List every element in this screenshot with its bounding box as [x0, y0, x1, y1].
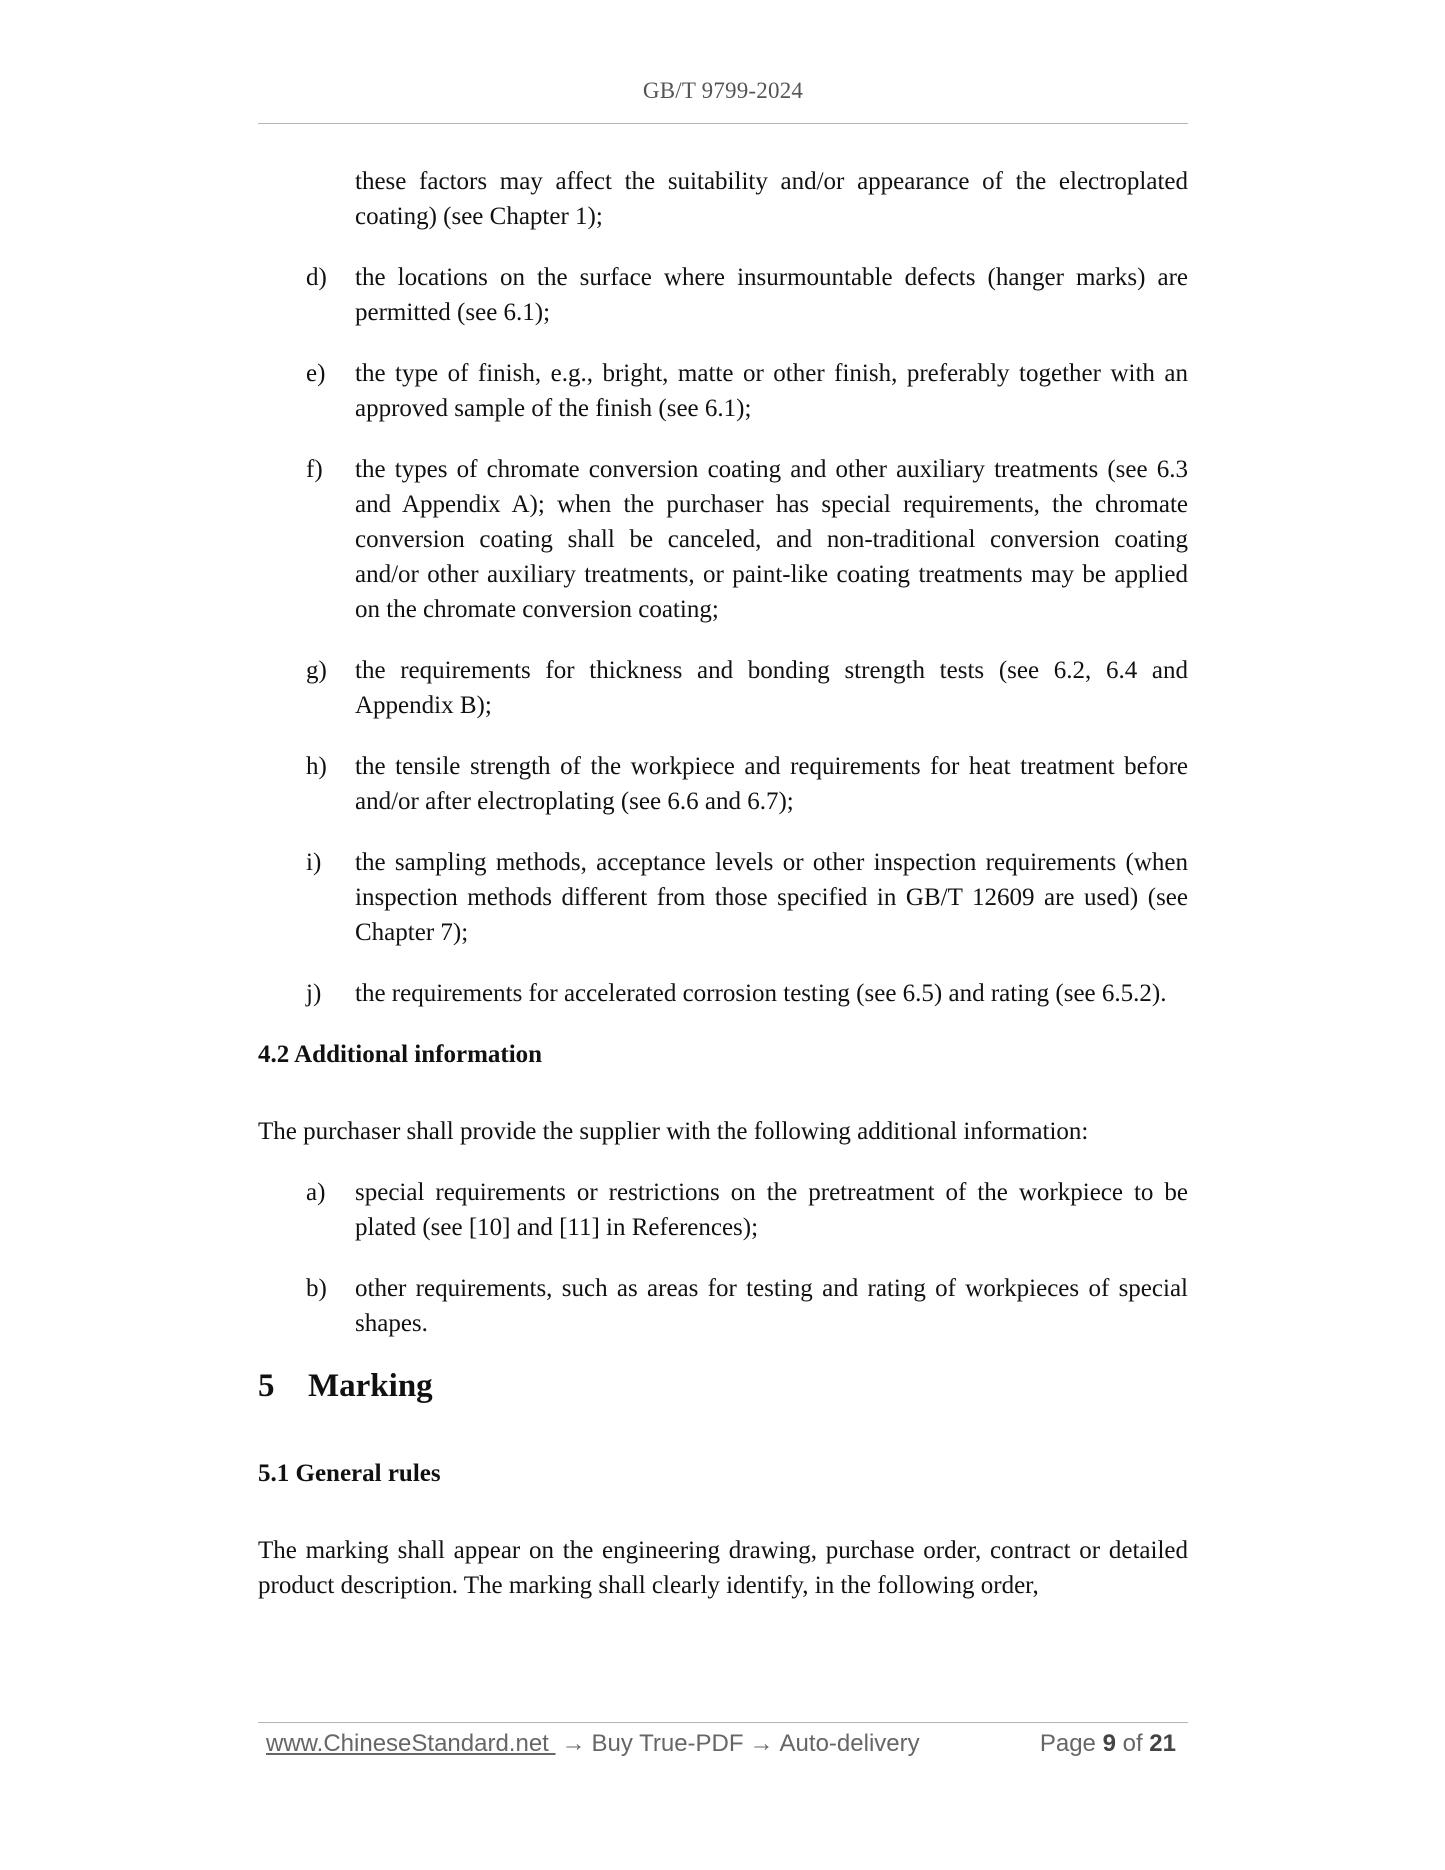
list-marker: a) — [306, 1179, 326, 1206]
footer-page-indicator — [1040, 1730, 1176, 1758]
list-item-text: these factors may affect the suitability and/or appearance of the electroplated coating) (see Chapter 1); — [355, 168, 1188, 230]
list-item-text: the requirements for accelerated corrosion testing (see 6.5) and rating (see 6.5.2). — [355, 980, 1167, 1007]
list-item — [258, 749, 1188, 819]
list-marker: d) — [306, 264, 327, 291]
section-heading-4-2: 4.2 Additional information — [258, 1041, 543, 1068]
page-total: 21 — [1149, 1730, 1176, 1757]
list-item — [258, 356, 1188, 426]
list-item-text: the tensile strength of the workpiece and requirements for heat treatment before and/or after electroplating (see 6.6 and 6.7); — [355, 753, 1188, 815]
list-item — [258, 653, 1188, 723]
footer-left — [266, 1730, 920, 1758]
list-item — [258, 452, 1188, 627]
list-item-text: the types of chromate conversion coating and other auxiliary treatments (see 6.3 and Appendix A); when the purchaser has special requirements, the chromate conversion coating shall be canceled, and non-traditional conversion coating and/or other auxiliary treatments, or paint-like coating treatments may be applied on the chromate conversion coating; — [355, 456, 1188, 623]
list-marker: j) — [306, 980, 322, 1007]
footer-rule — [258, 1722, 1188, 1723]
page-number: 9 — [1102, 1730, 1116, 1757]
paragraph-additional-info-intro: The purchaser shall provide the supplier with the following additional information: — [258, 1118, 1089, 1145]
footer-delivery-text: Auto-delivery — [779, 1730, 920, 1757]
list-item-text: the locations on the surface where insurmountable defects (hanger marks) are permitted (see 6.1); — [355, 264, 1188, 326]
of-label: of — [1122, 1730, 1143, 1757]
list-marker: b) — [306, 1275, 327, 1302]
list-item-text: the sampling methods, acceptance levels or other inspection requirements (when inspection methods different from those specified in GB/T 12609 are used) (see Chapter 7); — [355, 849, 1188, 946]
list-item-text: the type of finish, e.g., bright, matte or other finish, preferably together with an approved sample of the finish (see 6.1); — [355, 360, 1188, 422]
list-marker: h) — [306, 753, 327, 780]
arrow-right-icon: → — [749, 1730, 774, 1757]
list-item — [258, 1271, 1188, 1341]
arrow-right-icon: → — [561, 1730, 586, 1757]
list-item-text: special requirements or restrictions on the pretreatment of the workpiece to be plated (see [10] and [11] in References); — [355, 1179, 1188, 1241]
list-item — [258, 845, 1188, 950]
list-marker: g) — [306, 657, 327, 684]
list-item-text: the requirements for thickness and bonding strength tests (see 6.2, 6.4 and Appendix B); — [355, 657, 1188, 719]
list-marker: i) — [306, 849, 322, 876]
footer-buy-text: Buy True-PDF — [591, 1730, 744, 1757]
page-footer — [266, 1730, 1176, 1770]
page-content — [258, 164, 1188, 1629]
list-item-continuation — [258, 164, 1188, 234]
chapter-title: Marking — [308, 1368, 433, 1404]
chapter-heading-5 — [258, 1369, 1188, 1404]
list-item — [258, 1175, 1188, 1245]
paragraph-general-rules: The marking shall appear on the engineering drawing, purchase order, contract or detailed product description. The marking shall clearly identify, in the following order, — [258, 1537, 1188, 1599]
footer-website-link[interactable]: www.ChineseStandard.net — [266, 1730, 556, 1757]
document-header-title: GB/T 9799-2024 — [642, 78, 804, 103]
list-marker: e) — [306, 360, 326, 387]
section-heading-5-1: 5.1 General rules — [258, 1460, 441, 1487]
list-item — [258, 976, 1188, 1011]
chapter-number: 5 — [258, 1368, 275, 1404]
list-item — [258, 260, 1188, 330]
header-rule — [258, 123, 1188, 124]
list-marker: f) — [306, 456, 323, 483]
list-item-text: other requirements, such as areas for testing and rating of workpieces of special shapes. — [355, 1275, 1188, 1337]
page-label: Page — [1039, 1730, 1096, 1757]
